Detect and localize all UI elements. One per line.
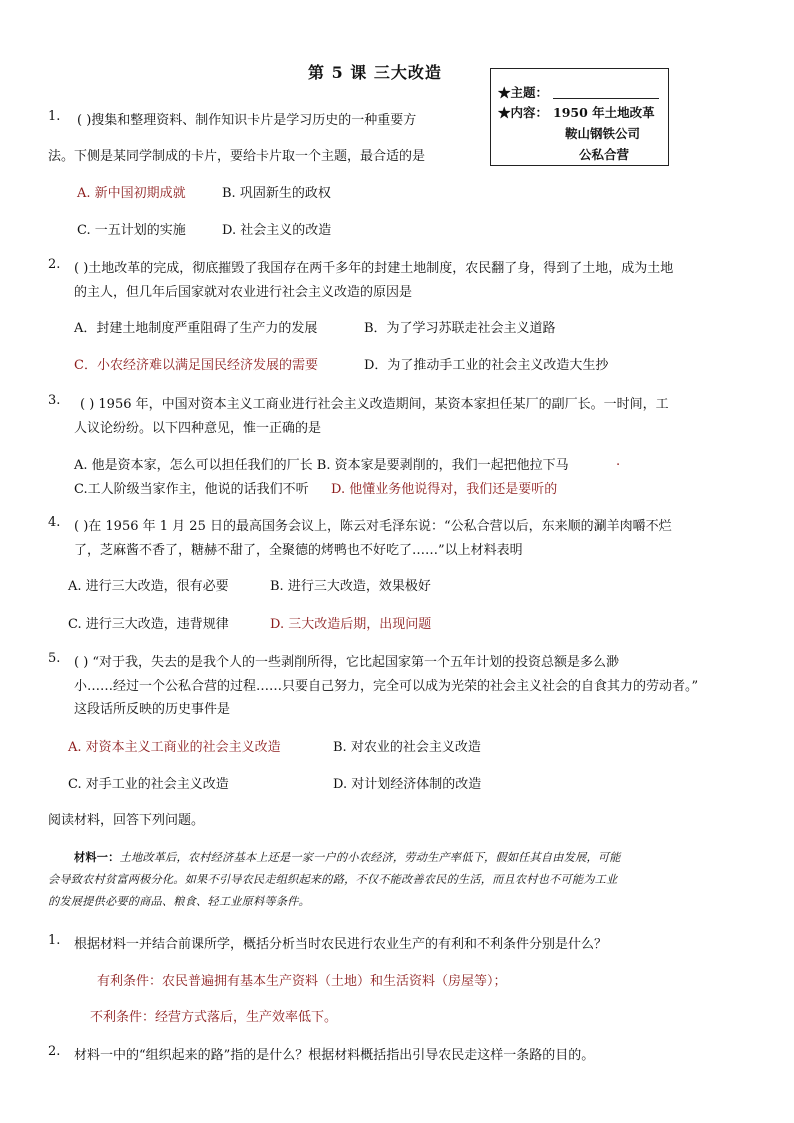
answer-favorable: 有利条件：农民普遍拥有基本生产资料（土地）和生活资料（房屋等）；: [97, 974, 507, 989]
question-number: 1.: [48, 109, 61, 124]
question-text: 了，芝麻酱不香了，糖赫不甜了，全聚德的烤鸭也不好吃了……”以上材料表明: [74, 543, 523, 558]
card-content-label: ★内容：: [498, 105, 549, 120]
question-text: 的主人，但几年后国家就对农业进行社会主义改造的原因是: [74, 285, 413, 300]
question-text: 人议论纷纷。以下四种意见，惟一正确的是: [74, 421, 322, 436]
option-c: C. 对手工业的社会主义改造: [68, 777, 229, 792]
option-b: B. 巩固新生的政权: [222, 186, 331, 201]
material-label: 材料一：: [74, 850, 120, 864]
question-number: 2.: [48, 1044, 61, 1059]
stray-dot: .: [616, 454, 621, 469]
question-number: 2.: [48, 257, 61, 272]
option-d: D．为了推动手工业的社会主义改造大生抄: [364, 358, 609, 373]
card-topic-label: ★主题：: [498, 85, 549, 100]
question-text: ( )搜集和整理资料、制作知识卡片是学习历史的一种重要方: [77, 113, 417, 128]
page-title: 第 5 课 三大改造: [308, 63, 442, 82]
material-line: [74, 849, 621, 865]
knowledge-card: [490, 68, 669, 166]
material-line: 会导致农村贫富两极分化。如果不引导农民走组织起来的路，不仅不能改善农民的生活，而且农村也不可能为工业: [48, 873, 618, 886]
question-text: ( ) “对于我，失去的是我个人的一些剥削所得，它比起国家第一个五年计划的投资总额是多么渺: [74, 655, 620, 670]
question-text: ( )在 1956 年 1 月 25 日的最高国务会议上，陈云对毛泽东说：“公私合营以后，东来顺的涮羊肉嚼不烂: [74, 519, 672, 534]
material-text: 土地改革后，农村经济基本上还是一家一户的小农经济，劳动生产率低下，假如任其自由发展，可能: [119, 851, 621, 864]
option-c: C. 进行三大改造，违背规律: [68, 617, 229, 632]
option-a: A. 新中国初期成就: [77, 186, 186, 201]
card-topic-blank: [553, 98, 659, 99]
question-text: ( ) 1956 年，中国对资本主义工商业进行社会主义改造期间，某资本家担任某厂的副厂长。一时间，工: [80, 397, 669, 412]
card-item: 公私合营: [579, 147, 630, 162]
question-number: 3.: [48, 393, 61, 408]
card-item: 鞍山钢铁公司: [565, 126, 641, 141]
card-item: 1950 年土地改革: [553, 105, 655, 120]
question-text: 法。下侧是某同学制成的卡片，要给卡片取一个主题，最合适的是: [48, 149, 426, 164]
option-d: D. 对计划经济体制的改造: [333, 777, 482, 792]
option-c: C. 一五计划的实施: [77, 223, 186, 238]
question-text: 这段话所反映的历史事件是: [74, 702, 231, 717]
option-a: A. 对资本主义工商业的社会主义改造: [68, 740, 281, 755]
material-line: 的发展提供必要的商品、粮食、轻工业原料等条件。: [48, 895, 310, 908]
question-text: 小……经过一个公私合营的过程……只要自己努力，完全可以成为光荣的社会主义社会的自食其力的劳动者。”: [74, 679, 699, 694]
question-text: 根据材料一并结合前课所学，概括分析当时农民进行农业生产的有利和不利条件分别是什么？: [74, 937, 608, 952]
question-text: 材料一中的“组织起来的路”指的是什么？根据材料概括指出引导农民走这样一条路的目的。: [74, 1048, 595, 1063]
option-b: B. 对农业的社会主义改造: [333, 740, 481, 755]
option-a: A. 进行三大改造，很有必要: [68, 579, 229, 594]
answer-unfavorable: 不利条件：经营方式落后，生产效率低下。: [90, 1010, 338, 1025]
option-a-b: A. 他是资本家，怎么可以担任我们的厂长 B. 资本家是要剥削的，我们一起把他拉下马: [74, 458, 569, 473]
question-number: 1.: [48, 933, 61, 948]
option-c: C．小农经济难以满足国民经济发展的需要: [74, 358, 318, 373]
option-d: D. 社会主义的改造: [222, 223, 332, 238]
option-d: D. 三大改造后期，出现问题: [270, 617, 432, 632]
option-b: B. 进行三大改造，效果极好: [270, 579, 431, 594]
option-d: D. 他懂业务他说得对，我们还是要听的: [331, 482, 558, 497]
question-number: 4.: [48, 515, 61, 530]
question-text: ( )土地改革的完成，彻底摧毁了我国存在两千多年的封建土地制度，农民翻了身，得到了土地，成为土地: [74, 261, 674, 276]
option-b: B．为了学习苏联走社会主义道路: [364, 321, 556, 336]
reading-instruction: 阅读材料，回答下列问题。: [48, 813, 205, 828]
question-number: 5.: [48, 651, 61, 666]
option-a: A．封建土地制度严重阻碍了生产力的发展: [74, 321, 318, 336]
option-c: C.工人阶级当家作主，他说的话我们不听: [74, 482, 309, 497]
